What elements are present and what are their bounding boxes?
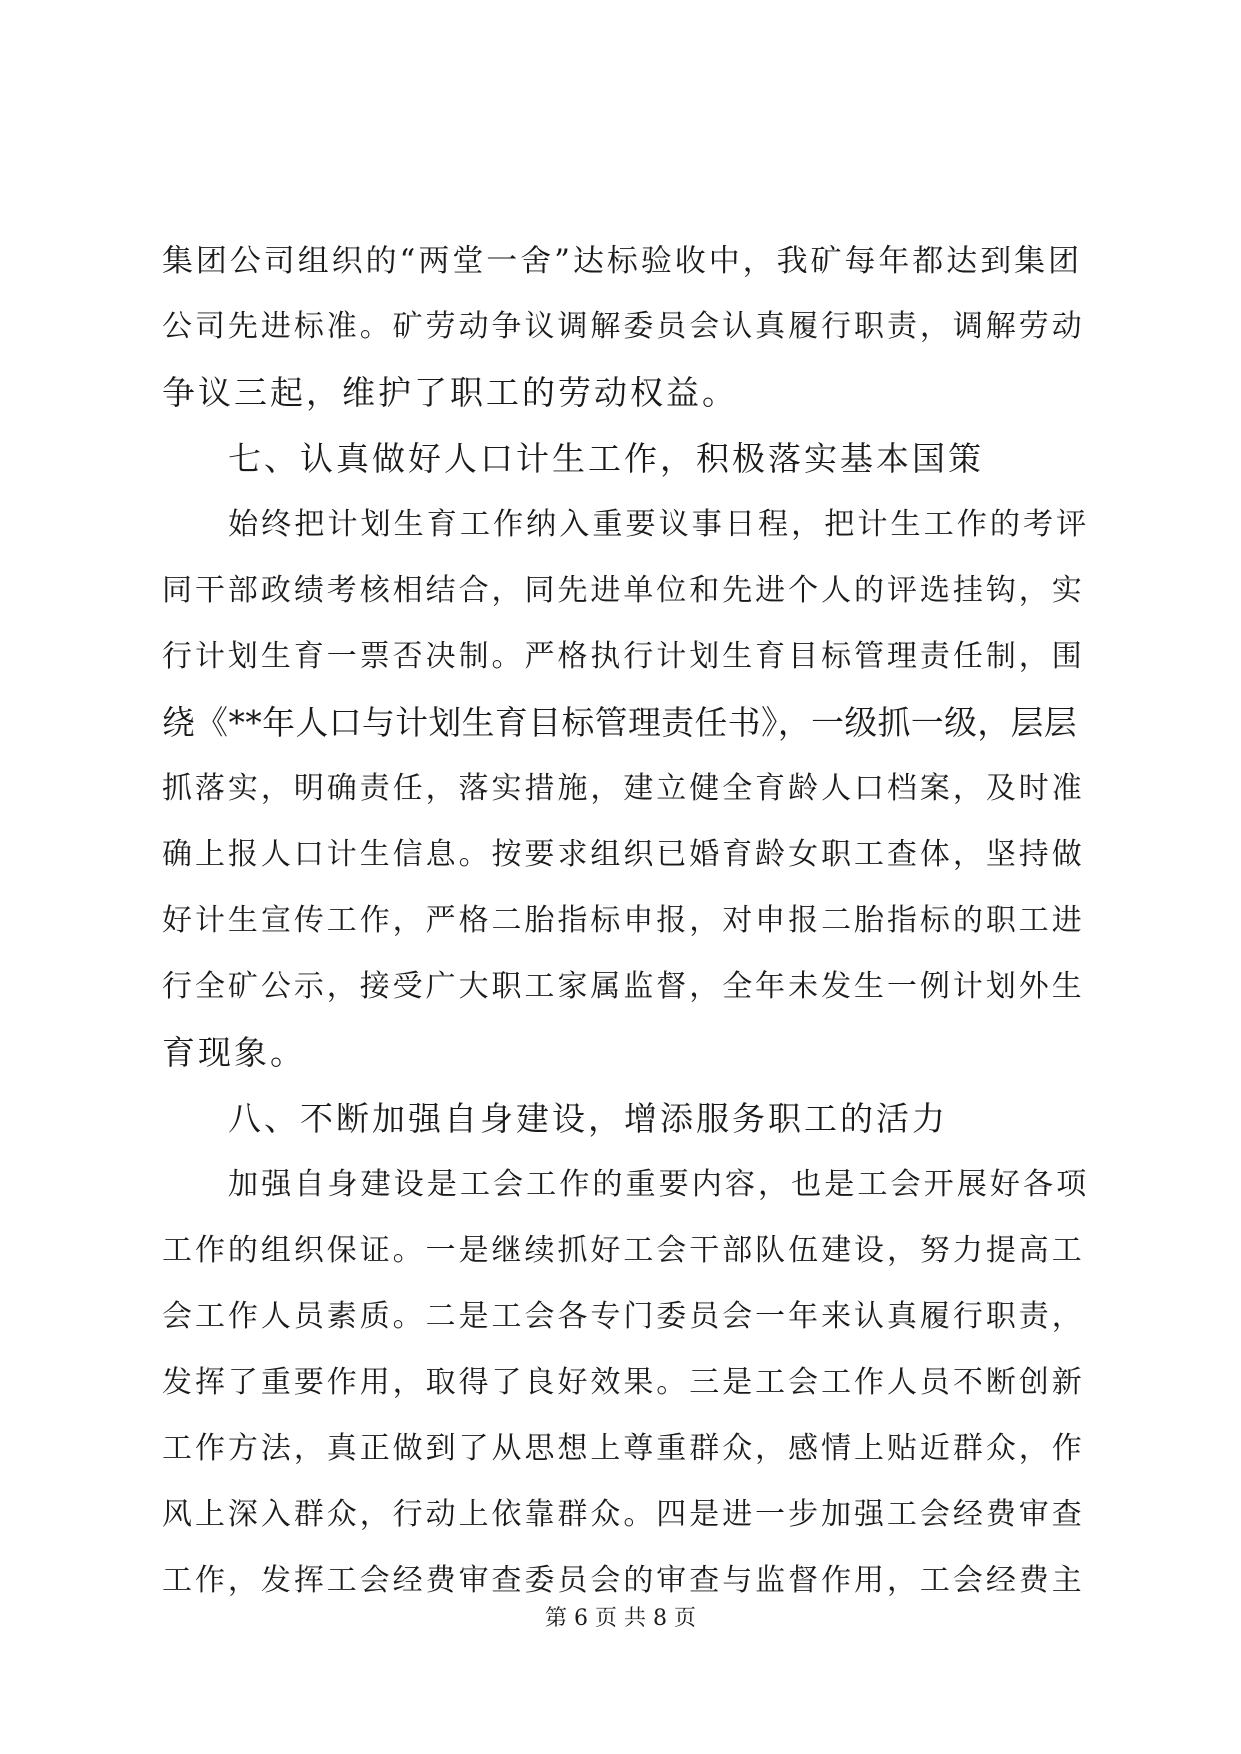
text-line: 工作方法，真正做到了从思想上尊重群众，感情上贴近群众，作 xyxy=(162,1431,1085,1466)
text-line: 工作，发挥工会经费审查委员会的审查与监督作用，工会经费主 xyxy=(162,1563,1085,1598)
text-line: 行全矿公示，接受广大职工家属监督，全年未发生一例计划外生 xyxy=(162,969,1085,1004)
text-line: 集团公司组织的“两堂一舍”达标验收中，我矿每年都达到集团 xyxy=(162,243,1083,279)
text-line: 争议三起，维护了职工的劳动权益。 xyxy=(162,373,738,412)
text-line: 发挥了重要作用，取得了良好效果。三是工会工作人员不断创新 xyxy=(162,1365,1085,1400)
page-number: 第 6 页 共 8 页 xyxy=(545,1606,696,1631)
section-heading-eight: 八、不断加强自身建设，增添服务职工的活力 xyxy=(228,1099,948,1138)
text-line: 育现象。 xyxy=(162,1033,306,1072)
text-line: 加强自身建设是工会工作的重要内容，也是工会开展好各项 xyxy=(228,1167,1090,1202)
text-line: 工作的组织保证。一是继续抓好工会干部队伍建设，努力提高工 xyxy=(162,1233,1085,1268)
section-heading-seven: 七、认真做好人口计生工作，积极落实基本国策 xyxy=(228,439,984,478)
text-line: 风上深入群众，行动上依靠群众。四是进一步加强工会经费审查 xyxy=(162,1497,1085,1532)
text-line: 行计划生育一票否决制。严格执行计划生育目标管理责任制，围 xyxy=(162,639,1085,674)
text-line: 确上报人口计生信息。按要求组织已婚育龄女职工查体，坚持做 xyxy=(162,837,1085,872)
text-line: 抓落实，明确责任，落实措施，建立健全育龄人口档案，及时准 xyxy=(162,771,1085,806)
text-line: 同干部政绩考核相结合，同先进单位和先进个人的评选挂钩，实 xyxy=(162,573,1085,608)
text-line: 始终把计划生育工作纳入重要议事日程，把计生工作的考评 xyxy=(228,507,1090,542)
body-text xyxy=(162,228,1090,1614)
text-line: 公司先进标准。矿劳动争议调解委员会认真履行职责，调解劳动 xyxy=(162,309,1085,344)
text-line: 绕《**年人口与计划生育目标管理责任书》，一级抓一级，层层 xyxy=(162,704,1078,742)
text-line: 会工作人员素质。二是工会各专门委员会一年来认真履行职责， xyxy=(162,1299,1085,1334)
text-line: 好计生宣传工作，严格二胎指标申报，对申报二胎指标的职工进 xyxy=(162,903,1085,938)
